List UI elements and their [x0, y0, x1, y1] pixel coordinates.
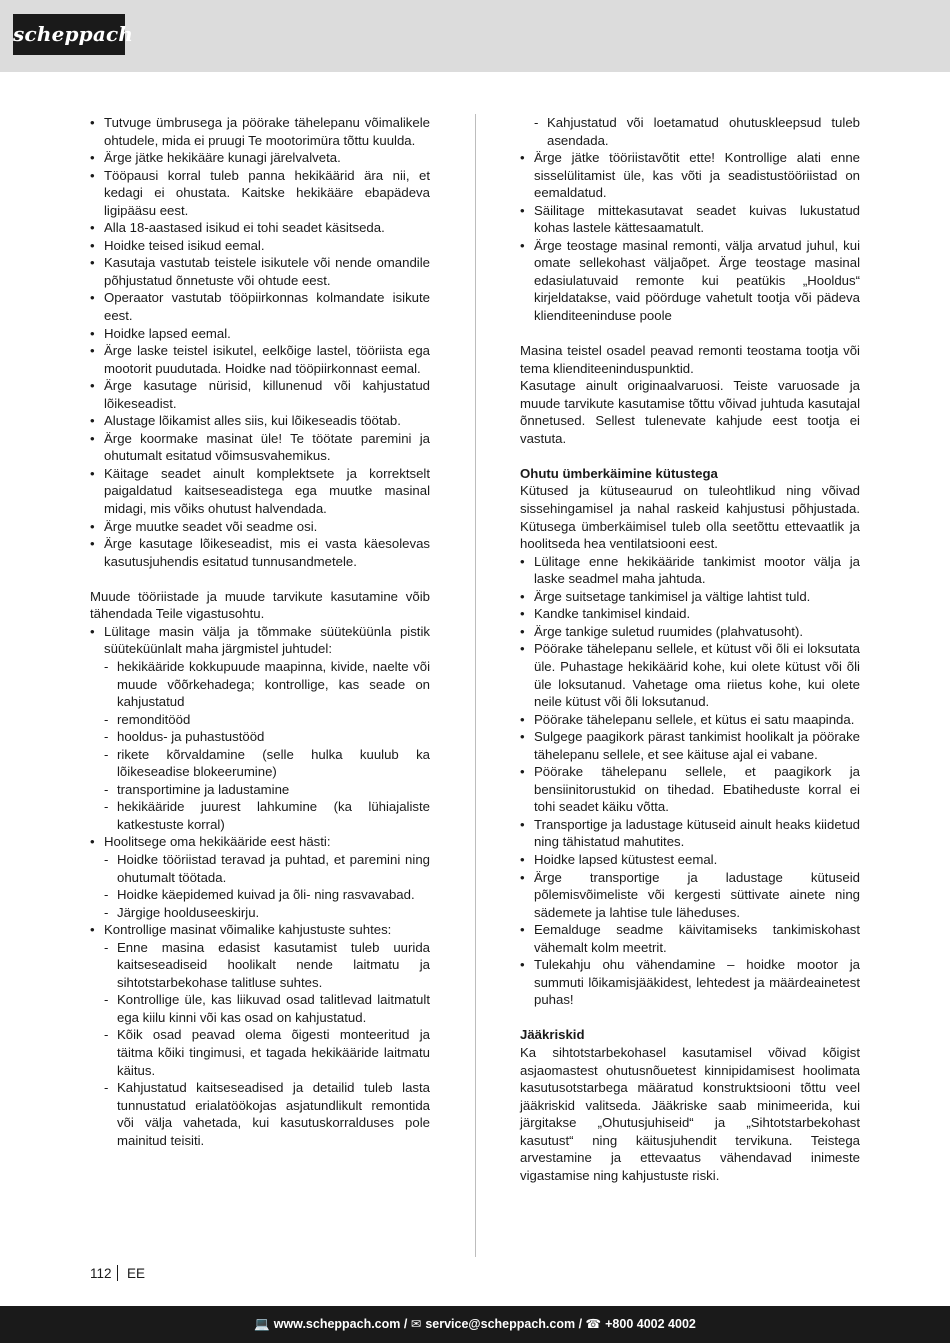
- list-item: • Ärge jätke tööriistavõtit ette! Kontrollige alati enne sisselülitamist üle, kas võti ja seadistustööriistad on eemaldatud.: [520, 149, 860, 202]
- mail-icon: ✉: [410, 1317, 422, 1331]
- phone-icon: ☎: [585, 1317, 602, 1331]
- list-item-text: Lülitage masin välja ja tõmmake süüteküünla pistik süüteküünlalt maha järgmistel juhtudel:: [104, 623, 430, 657]
- list-item: • Ärge koormake masinat üle! Te töötate paremini ja ohutumalt esitatud võimsusvahemikus.: [90, 430, 430, 465]
- section-heading-fuel: Ohutu ümberkäimine kütustega: [520, 465, 718, 481]
- list-item: • Käitage seadet ainult komplektsete ja korrektselt paigaldatud kaitseseadistega ega muutke masinal midagi, mis võiks ohutust halvendada.: [90, 465, 430, 518]
- sub-list-item: - rikete kõrvaldamine (selle hulka kuulub ka lõikeseadise blokeerumine): [90, 746, 430, 781]
- sub-list-item: - Hoidke tööriistad teravad ja puhtad, et paremini ning ohutumalt töötada.: [90, 851, 430, 886]
- list-item: • Ärge tankige suletud ruumides (plahvatusoht).: [520, 623, 860, 641]
- sub-list-item: - Järgige hoolduseeskirju.: [90, 904, 430, 922]
- left-column: [90, 114, 430, 1149]
- list-item: • Eemalduge seadme käivitamiseks tankimiskohast vähemalt kolm meetrit.: [520, 921, 860, 956]
- list-item: • Transportige ja ladustage kütuseid ainult heaks kiidetud ning tähistatud mahutites.: [520, 816, 860, 851]
- left-bullet-list-1: [90, 114, 430, 570]
- sub-list-item: - Kõik osad peavad olema õigesti monteeritud ja täitma kõiki tingimusi, et tagada hekikääride laitmatu käitus.: [90, 1026, 430, 1079]
- list-item-text: Hoolitsege oma hekikääride eest hästi:: [104, 834, 331, 850]
- sub-list-item: - remonditööd: [90, 711, 430, 729]
- sub-list-item: - Hoidke käepidemed kuivad ja õli- ning rasvavabad.: [90, 886, 430, 904]
- footer-bar: [0, 1306, 950, 1343]
- email-link[interactable]: service@scheppach.com: [425, 1317, 576, 1331]
- list-item: [90, 833, 430, 921]
- list-item: [90, 623, 430, 834]
- list-item: • Sulgege paagikork pärast tankimist hoolikalt ja pöörake tähelepanu sellele, et see käituse ajal ei vabane.: [520, 728, 860, 763]
- list-item-text: Kontrollige masinat võimalike kahjustuste suhtes:: [104, 922, 392, 938]
- list-item: • Ärge laske teistel isikutel, eelkõige lastel, tööriista ega mootorit puudutada. Hoidke nad tööpiirkonnast eemal.: [90, 342, 430, 377]
- list-item: • Ärge teostage masinal remonti, välja arvatud juhul, kui omate sellekohast väljaõpet. Ärge teostage masinal edasiulatuvaid remonte kui peatükis „Hooldus“ kirjeldatakse, vaid pöörduge vahetult tootja või pädeva klienditeeninduse poole: [520, 237, 860, 325]
- list-item: • Pöörake tähelepanu sellele, et paagikork ja bensiinitorustukid on tihedad. Ebatiheduste korral ei tohi seadet käiku võtta.: [520, 763, 860, 816]
- list-item: • Hoidke lapsed eemal.: [90, 325, 430, 343]
- list-item: • Pöörake tähelepanu sellele, et kütus ei satu maapinda.: [520, 711, 860, 729]
- sub-list-item: - Kahjustatud kaitseseadised ja detailid tuleb lasta tunnustatud erialatöökojas asjatundlikult remontida või välja vahetada, kui kasutuskorralduses pole mainitud teisiti.: [90, 1079, 430, 1149]
- scheppach-logo: scheppach: [13, 14, 125, 55]
- list-item: • Lülitage enne hekikääride tankimist mootor välja ja laske seadmel maha jahtuda.: [520, 553, 860, 588]
- list-item: • Operaator vastutab tööpiirkonnas kolmandate isikute eest.: [90, 289, 430, 324]
- list-item: • Alla 18-aastased isikud ei tohi seadet käsitseda.: [90, 219, 430, 237]
- page-number: 112: [90, 1266, 112, 1281]
- computer-icon: 💻: [254, 1317, 270, 1331]
- list-item: • Tulekahju ohu vähendamine – hoidke mootor ja summuti lõikamisjääkidest, lehtedest ja määrdeainetest puhas!: [520, 956, 860, 1009]
- sub-list: [90, 658, 430, 833]
- right-bullet-list-1: [520, 149, 860, 324]
- paragraph: Masina teistel osadel peavad remonti teostama tootja või tema klienditeeninduspunktid.: [520, 343, 860, 376]
- sub-list-item: - transportimine ja ladustamine: [90, 781, 430, 799]
- list-item: • Kasutaja vastutab teistele isikutele või nende omandile põhjustatud õnnetuste või ohtude eest.: [90, 254, 430, 289]
- footer-separator: /: [578, 1317, 583, 1331]
- list-item: • Ärge jätke hekikääre kunagi järelvalveta.: [90, 149, 430, 167]
- footer-separator: /: [403, 1317, 408, 1331]
- list-item: • Hoidke teised isikud eemal.: [90, 237, 430, 255]
- right-bullet-list-2: [520, 553, 860, 1009]
- language-code: EE: [127, 1266, 146, 1281]
- list-item: • Pöörake tähelepanu sellele, et kütust või õli ei loksutata üle. Puhastage hekikäärid kohe, kui olete kütust või õli üle loksutanud. Vahetage oma riietus kohe, kui olete neile kütust või õli loksutanud.: [520, 640, 860, 710]
- list-item: • Tutvuge ümbrusega ja pöörake tähelepanu võimalikele ohtudele, mida ei pruugi Te mootorimüra tõttu kuulda.: [90, 114, 430, 149]
- list-item: [90, 921, 430, 1149]
- page-number-separator: [117, 1265, 118, 1281]
- list-item: • Ärge kasutage lõikeseadist, mis ei vasta käesolevas kasutusjuhendis esitatud tunnusandmetele.: [90, 535, 430, 570]
- list-item: • Tööpausi korral tuleb panna hekikäärid ära nii, et kedagi ei ohustata. Kaitske hekikääre ebapädeva ligipääsu eest.: [90, 167, 430, 220]
- phone-number[interactable]: +800 4002 4002: [605, 1317, 696, 1331]
- sub-list-item: - Kahjustatud või loetamatud ohutuskleepsud tuleb asendada.: [520, 114, 860, 149]
- column-divider: [475, 114, 476, 1257]
- list-item: • Ärge kasutage nürisid, killunenud või kahjustatud lõikeseadist.: [90, 377, 430, 412]
- header-band: [0, 0, 950, 72]
- sub-list-item: - Enne masina edasist kasutamist tuleb uurida kaitseseadiseid hoolikalt nende laitmatu ja sihtotstarbekohase talitluse suhtes.: [90, 939, 430, 992]
- left-bullet-list-2: [90, 623, 430, 1149]
- website-link[interactable]: www.scheppach.com: [273, 1317, 401, 1331]
- section-heading-residual-risks: Jääkriskid: [520, 1027, 585, 1043]
- paragraph: Muude tööriistade ja muude tarvikute kasutamine võib tähendada Teile vigastusohtu.: [90, 588, 430, 622]
- sub-list-item: - Kontrollige üle, kas liikuvad osad talitlevad laitmatult ega kiilu kinni või kas osad on kahjustatud.: [90, 991, 430, 1026]
- paragraph: Kasutage ainult originaalvaruosi. Teiste varuosade ja muude tarvikute kasutamise tõttu võivad juhtuda kasutajal õnnetused. Sellest tulenevate kahjude eest tootja ei vastuta.: [520, 378, 860, 446]
- sub-list-item: - hooldus- ja puhastustööd: [90, 728, 430, 746]
- list-item: • Ärge suitsetage tankimisel ja vältige lahtist tuld.: [520, 588, 860, 606]
- list-item: • Alustage lõikamist alles siis, kui lõikeseadis töötab.: [90, 412, 430, 430]
- right-column: [520, 114, 860, 1184]
- sub-list: [90, 939, 430, 1150]
- sub-list-item: - hekikääride juurest lahkumine (ka lühiajaliste katkestuste korral): [90, 798, 430, 833]
- paragraph: Ka sihtotstarbekohasel kasutamisel võivad kõigist asjaomastest ohutusnõuetest kinnipidamisest hoolimata kasutusotstarbega määratud konstruktsiooni tõttu veel jääkriskid valitseda. Jääkriske saab minimeerida, kui järgitakse „Ohutusjuhiseid“ ja „Sihtotstarbekohast kasutust“ ning käitusjuhendit tervikuna. Teistega arvestamine ja ettevaatus vähendavad inimeste vigastamise ning kahjustuste riski.: [520, 1044, 860, 1183]
- sub-list: [90, 851, 430, 921]
- list-item: • Ärge transportige ja ladustage kütuseid põlemisvõimeliste või kergesti süttivate ainete ning sädemete ja lahtise tule läheduses.: [520, 869, 860, 922]
- list-item: • Hoidke lapsed kütustest eemal.: [520, 851, 860, 869]
- list-item: • Säilitage mittekasutavat seadet kuivas lukustatud kohas lastele kättesaamatult.: [520, 202, 860, 237]
- paragraph: Kütused ja kütuseaurud on tuleohtlikud ning võivad sissehingamisel ja nahal raskeid kahjustusi põhjustada. Kütusega ümberkäimisel tuleb olla seetõttu ettevaatlik ja hoolitseda hea ventilatsiooni eest.: [520, 483, 860, 552]
- list-item: • Kandke tankimisel kindaid.: [520, 605, 860, 623]
- list-item: • Ärge muutke seadet või seadme osi.: [90, 518, 430, 536]
- sub-list-item: - hekikääride kokkupuude maapinna, kivide, naelte või muude võõrkehadega; kontrollige, kas seade on kahjustatud: [90, 658, 430, 711]
- sub-list: [520, 114, 860, 149]
